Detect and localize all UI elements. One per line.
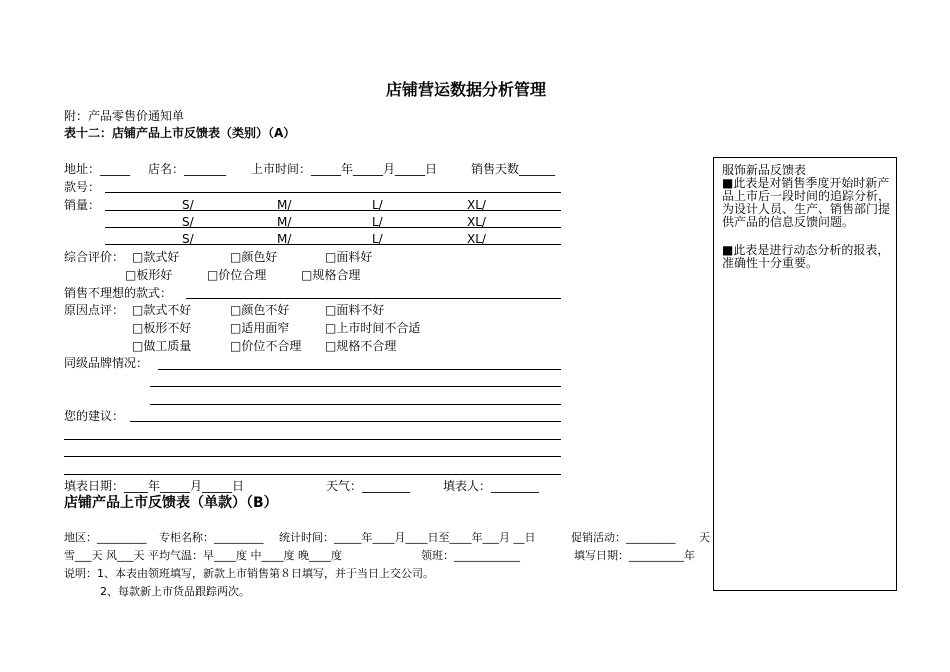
size-l: L/: [372, 232, 383, 246]
address-field[interactable]: 地址：_____: [64, 162, 131, 176]
suggestion-line[interactable]: [64, 456, 561, 457]
side-note-paragraph-1: ■此表是对销售季度开始时新产品上市后一段时间的追踪分析，为设计人员、生产、销售部门提供产品的信息反馈问题。: [722, 177, 891, 229]
fill-in-date-field[interactable]: 填写日期：__________年: [574, 549, 695, 562]
checkbox-narrow-use[interactable]: □适用面窄: [230, 321, 290, 335]
checkbox-workmanship[interactable]: □做工质量: [132, 339, 192, 353]
peer-brand-line[interactable]: [158, 369, 561, 370]
suggestion-line[interactable]: [64, 439, 561, 440]
promo-field[interactable]: 促销活动：_________: [571, 531, 676, 544]
size-l: L/: [372, 198, 383, 212]
checkbox-color-bad[interactable]: □颜色不好: [230, 303, 290, 317]
side-note-paragraph-2: ■此表是进行动态分析的报表，准确性十分重要。: [722, 244, 890, 270]
sales-days-field[interactable]: 销售天数______: [471, 162, 556, 176]
checkbox-fabric-good[interactable]: □面料好: [325, 250, 373, 264]
region-field[interactable]: 地区：_________: [64, 531, 147, 544]
size-m: M/: [277, 198, 292, 212]
launch-time-field[interactable]: 上市时间：_____年_____月_____日: [251, 162, 438, 176]
side-note-box: [713, 157, 897, 591]
counter-name-field[interactable]: 专柜名称：_________: [159, 531, 264, 544]
size-l: L/: [372, 215, 383, 229]
size-xl: XL/: [467, 232, 486, 246]
checkbox-color-good[interactable]: □颜色好: [230, 250, 278, 264]
note-2: 2、每款新上市货品跟踪两次。: [100, 585, 250, 598]
checkbox-fabric-bad[interactable]: □面料不好: [325, 303, 385, 317]
weather-field[interactable]: 天气：________: [326, 479, 411, 493]
promo-days-text: 天: [699, 531, 710, 544]
style-number-line[interactable]: [105, 192, 561, 193]
fill-date-field[interactable]: 填表日期：____年_____月_____日: [64, 479, 245, 493]
suggestion-label: 您的建议：: [64, 409, 125, 423]
checkbox-price-reasonable[interactable]: □价位合理: [207, 268, 267, 282]
form-b-heading: 店铺产品上市反馈表（单款）（B）: [64, 495, 278, 511]
checkbox-style-bad[interactable]: □款式不好: [132, 303, 192, 317]
checkbox-spec-reasonable[interactable]: □规格合理: [301, 268, 361, 282]
suggestion-line[interactable]: [130, 421, 561, 422]
bad-styles-line[interactable]: [186, 298, 561, 299]
checkbox-price-unreasonable[interactable]: □价位不合理: [230, 339, 302, 353]
weather-temperature-field[interactable]: 雪___天 风___天 平均气温：早____度 中____度 晚____度: [64, 549, 342, 562]
filler-field[interactable]: 填表人：________: [443, 479, 540, 493]
size-s: S/: [182, 232, 194, 246]
attachment-note: 附：产品零售价通知单: [64, 109, 185, 123]
peer-brand-line[interactable]: [150, 386, 561, 387]
sales-label: 销量：: [64, 198, 101, 212]
sales-line: [105, 244, 561, 245]
sales-line: [105, 210, 561, 211]
checkbox-spec-unreasonable[interactable]: □规格不合理: [325, 339, 397, 353]
size-m: M/: [277, 215, 292, 229]
size-m: M/: [277, 232, 292, 246]
suggestion-line[interactable]: [64, 474, 561, 475]
size-s: S/: [182, 198, 194, 212]
checkbox-style-good[interactable]: □款式好: [132, 250, 180, 264]
stat-time-field[interactable]: 统计时间：_____年____月____日至____年___月 __日: [279, 531, 536, 544]
bad-styles-label: 销售不理想的款式：: [64, 286, 173, 300]
checkbox-fit-bad[interactable]: □板形不好: [132, 321, 192, 335]
store-name-field[interactable]: 店名：_______: [148, 162, 227, 176]
reason-label: 原因点评：: [64, 303, 125, 317]
note-1: 说明：1、本表由领班填写，新款上市销售第８日填写，并于当日上交公司。: [64, 567, 434, 580]
shift-leader-field[interactable]: 领班：____________: [421, 549, 520, 562]
checkbox-bad-timing[interactable]: □上市时间不合适: [325, 321, 421, 335]
style-number-label: 款号：: [64, 180, 101, 194]
size-xl: XL/: [467, 198, 486, 212]
peer-brand-label: 同级品牌情况：: [64, 356, 149, 370]
checkbox-fit-good[interactable]: □板形好: [125, 268, 173, 282]
sales-line: [105, 227, 561, 228]
side-note-title: 服饰新品反馈表: [722, 164, 807, 177]
size-s: S/: [182, 215, 194, 229]
size-xl: XL/: [467, 215, 486, 229]
evaluation-label: 综合评价：: [64, 250, 125, 264]
form-a-heading: 表十二：店铺产品上市反馈表（类别）（A）: [64, 126, 296, 140]
peer-brand-line[interactable]: [150, 404, 561, 405]
page-title: 店铺营运数据分析管理: [386, 80, 547, 99]
